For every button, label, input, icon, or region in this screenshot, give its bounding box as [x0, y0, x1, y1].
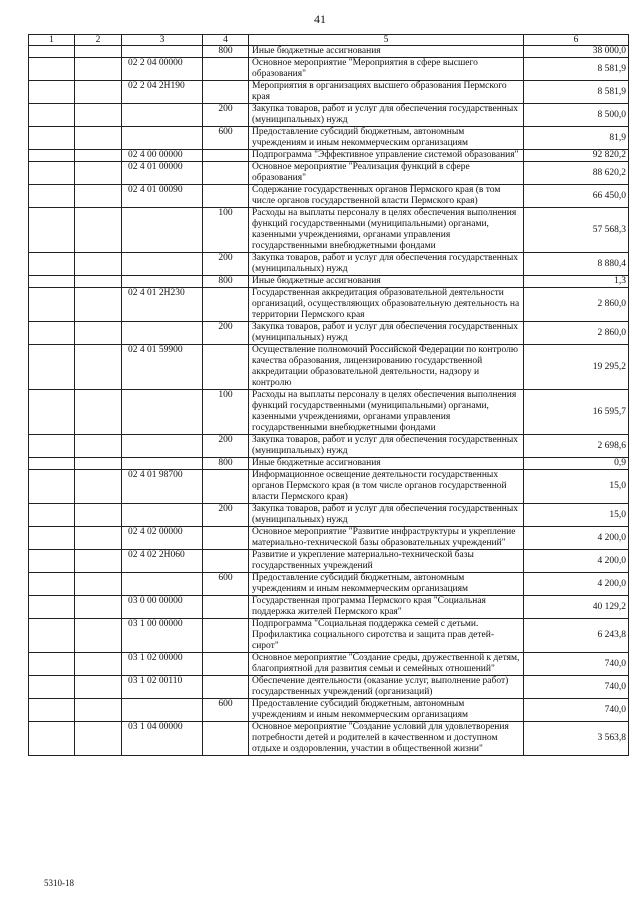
cell-col2 [75, 185, 122, 208]
table-header-row [29, 35, 629, 46]
target-article-code [122, 104, 203, 127]
target-article-code: 02 4 01 59900 [122, 345, 203, 390]
column-header-2: 2 [75, 35, 122, 46]
target-article-code: 02 4 01 2Н230 [122, 288, 203, 322]
cell-col2 [75, 288, 122, 322]
target-article-code: 03 1 04 00000 [122, 722, 203, 756]
table-row [29, 676, 629, 699]
expense-type-code: 600 [203, 573, 249, 596]
target-article-code: 03 1 02 00000 [122, 653, 203, 676]
cell-col2 [75, 435, 122, 458]
item-name: Закупка товаров, работ и услуг для обеспечения государственных (муниципальных) нужд [249, 435, 524, 458]
amount-value: 8 880,4 [524, 253, 629, 276]
table-row [29, 573, 629, 596]
target-article-code: 02 4 01 00090 [122, 185, 203, 208]
cell-col2 [75, 722, 122, 756]
amount-value: 4 200,0 [524, 527, 629, 550]
table-row [29, 619, 629, 653]
item-name: Основное мероприятие "Создание условий для удовлетворения потребности детей и родителей в качественном и доступном отдыхе и оздоровлении, участии в общественной жизни" [249, 722, 524, 756]
cell-col2 [75, 46, 122, 58]
item-name: Мероприятия в организациях высшего образования Пермского края [249, 81, 524, 104]
expense-type-code [203, 550, 249, 573]
cell-col1 [29, 46, 75, 58]
table-row [29, 81, 629, 104]
expense-type-code [203, 288, 249, 322]
item-name: Подпрограмма "Эффективное управление системой образования" [249, 150, 524, 162]
cell-col1 [29, 58, 75, 81]
target-article-code [122, 699, 203, 722]
cell-col1 [29, 322, 75, 345]
amount-value: 0,9 [524, 458, 629, 470]
table-row [29, 653, 629, 676]
cell-col1 [29, 81, 75, 104]
expense-type-code: 800 [203, 458, 249, 470]
cell-col2 [75, 527, 122, 550]
cell-col1 [29, 573, 75, 596]
target-article-code [122, 390, 203, 435]
expense-type-code: 200 [203, 435, 249, 458]
cell-col1 [29, 104, 75, 127]
cell-col2 [75, 276, 122, 288]
cell-col1 [29, 150, 75, 162]
cell-col2 [75, 596, 122, 619]
target-article-code: 02 4 02 00000 [122, 527, 203, 550]
item-name: Закупка товаров, работ и услуг для обеспечения государственных (муниципальных) нужд [249, 504, 524, 527]
amount-value: 2 698,6 [524, 435, 629, 458]
cell-col1 [29, 596, 75, 619]
table-row [29, 470, 629, 504]
item-name: Обеспечение деятельности (оказание услуг, выполнение работ) государственных учреждений (организаций) [249, 676, 524, 699]
amount-value: 6 243,8 [524, 619, 629, 653]
table-row [29, 596, 629, 619]
amount-value: 38 000,0 [524, 46, 629, 58]
expense-type-code: 100 [203, 208, 249, 253]
item-name: Содержание государственных органов Пермского края (в том числе органов государственной власти Пермского края) [249, 185, 524, 208]
cell-col1 [29, 185, 75, 208]
table-row [29, 435, 629, 458]
cell-col1 [29, 722, 75, 756]
expense-type-code: 800 [203, 46, 249, 58]
cell-col1 [29, 550, 75, 573]
expense-type-code: 100 [203, 390, 249, 435]
cell-col2 [75, 81, 122, 104]
cell-col1 [29, 253, 75, 276]
expense-type-code [203, 596, 249, 619]
target-article-code [122, 458, 203, 470]
cell-col2 [75, 573, 122, 596]
target-article-code [122, 127, 203, 150]
amount-value: 2 860,0 [524, 322, 629, 345]
cell-col1 [29, 208, 75, 253]
amount-value: 8 500,0 [524, 104, 629, 127]
target-article-code: 02 4 00 00000 [122, 150, 203, 162]
cell-col2 [75, 208, 122, 253]
cell-col2 [75, 699, 122, 722]
cell-col1 [29, 390, 75, 435]
target-article-code: 02 4 02 2Н060 [122, 550, 203, 573]
target-article-code [122, 253, 203, 276]
cell-col1 [29, 527, 75, 550]
amount-value: 88 620,2 [524, 162, 629, 185]
expense-type-code: 600 [203, 699, 249, 722]
cell-col1 [29, 162, 75, 185]
item-name: Закупка товаров, работ и услуг для обеспечения государственных (муниципальных) нужд [249, 322, 524, 345]
target-article-code [122, 276, 203, 288]
target-article-code: 03 1 02 00110 [122, 676, 203, 699]
item-name: Иные бюджетные ассигнования [249, 458, 524, 470]
target-article-code [122, 208, 203, 253]
column-header-1: 1 [29, 35, 75, 46]
item-name: Предоставление субсидий бюджетным, автономным учреждениям и иным некоммерческим организациям [249, 699, 524, 722]
target-article-code: 03 1 00 00000 [122, 619, 203, 653]
amount-value: 81,9 [524, 127, 629, 150]
amount-value: 8 581,9 [524, 58, 629, 81]
table-row [29, 185, 629, 208]
table-row [29, 288, 629, 322]
item-name: Подпрограмма "Социальная поддержка семей с детьми. Профилактика социального сиротства и защита прав детей-сирот" [249, 619, 524, 653]
table-row [29, 253, 629, 276]
expense-type-code: 200 [203, 504, 249, 527]
cell-col2 [75, 470, 122, 504]
cell-col1 [29, 276, 75, 288]
cell-col2 [75, 162, 122, 185]
expense-type-code: 200 [203, 322, 249, 345]
cell-col2 [75, 150, 122, 162]
table-row [29, 150, 629, 162]
cell-col2 [75, 322, 122, 345]
target-article-code [122, 504, 203, 527]
expense-type-code [203, 653, 249, 676]
item-name: Иные бюджетные ассигнования [249, 46, 524, 58]
item-name: Государственная аккредитация образовательной деятельности организаций, осуществляющих образовательную деятельность на территории Пермского края [249, 288, 524, 322]
item-name: Государственная программа Пермского края "Социальная поддержка жителей Пермского края" [249, 596, 524, 619]
amount-value: 15,0 [524, 504, 629, 527]
cell-col1 [29, 288, 75, 322]
amount-value: 92 820,2 [524, 150, 629, 162]
target-article-code [122, 46, 203, 58]
amount-value: 66 450,0 [524, 185, 629, 208]
table-row [29, 504, 629, 527]
item-name: Осуществление полномочий Российской Федерации по контролю качества образования, лицензированию государственной аккредитации образовательной деятельности, надзору и контролю [249, 345, 524, 390]
item-name: Основное мероприятие "Реализация функций в сфере образования" [249, 162, 524, 185]
item-name: Расходы на выплаты персоналу в целях обеспечения выполнения функций государственными (муниципальными) органами, казенными учреждениями, органами управления государственными внебюджетными фондами [249, 208, 524, 253]
table-body [29, 46, 629, 756]
item-name: Информационное освещение деятельности государственных органов Пермского края (в том числе органов государственной власти Пермского края) [249, 470, 524, 504]
table-row [29, 345, 629, 390]
amount-value: 3 563,8 [524, 722, 629, 756]
expense-type-code [203, 722, 249, 756]
item-name: Развитие и укрепление материально-технической базы государственных учреждений [249, 550, 524, 573]
item-name: Основное мероприятие "Мероприятия в сфере высшего образования" [249, 58, 524, 81]
cell-col2 [75, 619, 122, 653]
expense-type-code [203, 58, 249, 81]
cell-col1 [29, 699, 75, 722]
cell-col2 [75, 58, 122, 81]
table-row [29, 322, 629, 345]
cell-col2 [75, 653, 122, 676]
item-name: Основное мероприятие "Создание среды, дружественной к детям, благоприятной для развития семьи и семейных отношений" [249, 653, 524, 676]
item-name: Иные бюджетные ассигнования [249, 276, 524, 288]
table-row [29, 127, 629, 150]
amount-value: 8 581,9 [524, 81, 629, 104]
table-row [29, 276, 629, 288]
item-name: Предоставление субсидий бюджетным, автономным учреждениям и иным некоммерческим организациям [249, 573, 524, 596]
cell-col1 [29, 127, 75, 150]
expense-type-code: 800 [203, 276, 249, 288]
table-row [29, 722, 629, 756]
item-name: Закупка товаров, работ и услуг для обеспечения государственных (муниципальных) нужд [249, 104, 524, 127]
expense-type-code: 200 [203, 253, 249, 276]
cell-col1 [29, 458, 75, 470]
amount-value: 4 200,0 [524, 573, 629, 596]
target-article-code: 02 4 01 98700 [122, 470, 203, 504]
column-header-5: 5 [249, 35, 524, 46]
target-article-code [122, 573, 203, 596]
expense-type-code [203, 619, 249, 653]
item-name: Расходы на выплаты персоналу в целях обеспечения выполнения функций государственными (муниципальными) органами, казенными учреждениями, органами управления государственными внебюджетными фондами [249, 390, 524, 435]
page-number: 41 [314, 12, 326, 26]
target-article-code: 03 0 00 00000 [122, 596, 203, 619]
budget-table [28, 34, 629, 756]
cell-col2 [75, 345, 122, 390]
amount-value: 57 568,3 [524, 208, 629, 253]
target-article-code [122, 435, 203, 458]
expense-type-code: 200 [203, 104, 249, 127]
target-article-code [122, 322, 203, 345]
table-row [29, 208, 629, 253]
cell-col2 [75, 127, 122, 150]
expense-type-code [203, 676, 249, 699]
amount-value: 740,0 [524, 699, 629, 722]
amount-value: 4 200,0 [524, 550, 629, 573]
cell-col1 [29, 470, 75, 504]
table-row [29, 104, 629, 127]
target-article-code: 02 4 01 00000 [122, 162, 203, 185]
cell-col2 [75, 253, 122, 276]
table-row [29, 699, 629, 722]
amount-value: 19 295,2 [524, 345, 629, 390]
expense-type-code [203, 527, 249, 550]
target-article-code: 02 2 04 2Н190 [122, 81, 203, 104]
cell-col1 [29, 345, 75, 390]
cell-col2 [75, 550, 122, 573]
table-row [29, 46, 629, 58]
cell-col2 [75, 104, 122, 127]
expense-type-code [203, 162, 249, 185]
table-row [29, 550, 629, 573]
amount-value: 15,0 [524, 470, 629, 504]
cell-col1 [29, 504, 75, 527]
column-header-3: 3 [122, 35, 203, 46]
expense-type-code [203, 81, 249, 104]
amount-value: 740,0 [524, 676, 629, 699]
amount-value: 16 595,7 [524, 390, 629, 435]
cell-col2 [75, 458, 122, 470]
expense-type-code [203, 345, 249, 390]
amount-value: 40 129,2 [524, 596, 629, 619]
table-row [29, 458, 629, 470]
table-row [29, 58, 629, 81]
expense-type-code [203, 150, 249, 162]
table-row [29, 162, 629, 185]
cell-col2 [75, 390, 122, 435]
item-name: Предоставление субсидий бюджетным, автономным учреждениям и иным некоммерческим организациям [249, 127, 524, 150]
target-article-code: 02 2 04 00000 [122, 58, 203, 81]
cell-col1 [29, 676, 75, 699]
amount-value: 2 860,0 [524, 288, 629, 322]
cell-col2 [75, 504, 122, 527]
cell-col1 [29, 653, 75, 676]
expense-type-code [203, 185, 249, 208]
document-code: 5310-18 [44, 878, 74, 888]
expense-type-code: 600 [203, 127, 249, 150]
item-name: Закупка товаров, работ и услуг для обеспечения государственных (муниципальных) нужд [249, 253, 524, 276]
amount-value: 740,0 [524, 653, 629, 676]
cell-col2 [75, 676, 122, 699]
column-header-4: 4 [203, 35, 249, 46]
table-row [29, 390, 629, 435]
cell-col1 [29, 435, 75, 458]
table-row [29, 527, 629, 550]
item-name: Основное мероприятие "Развитие инфраструктуры и укрепление материально-технической базы образовательных учреждений" [249, 527, 524, 550]
amount-value: 1,3 [524, 276, 629, 288]
column-header-6: 6 [524, 35, 629, 46]
expense-type-code [203, 470, 249, 504]
cell-col1 [29, 619, 75, 653]
